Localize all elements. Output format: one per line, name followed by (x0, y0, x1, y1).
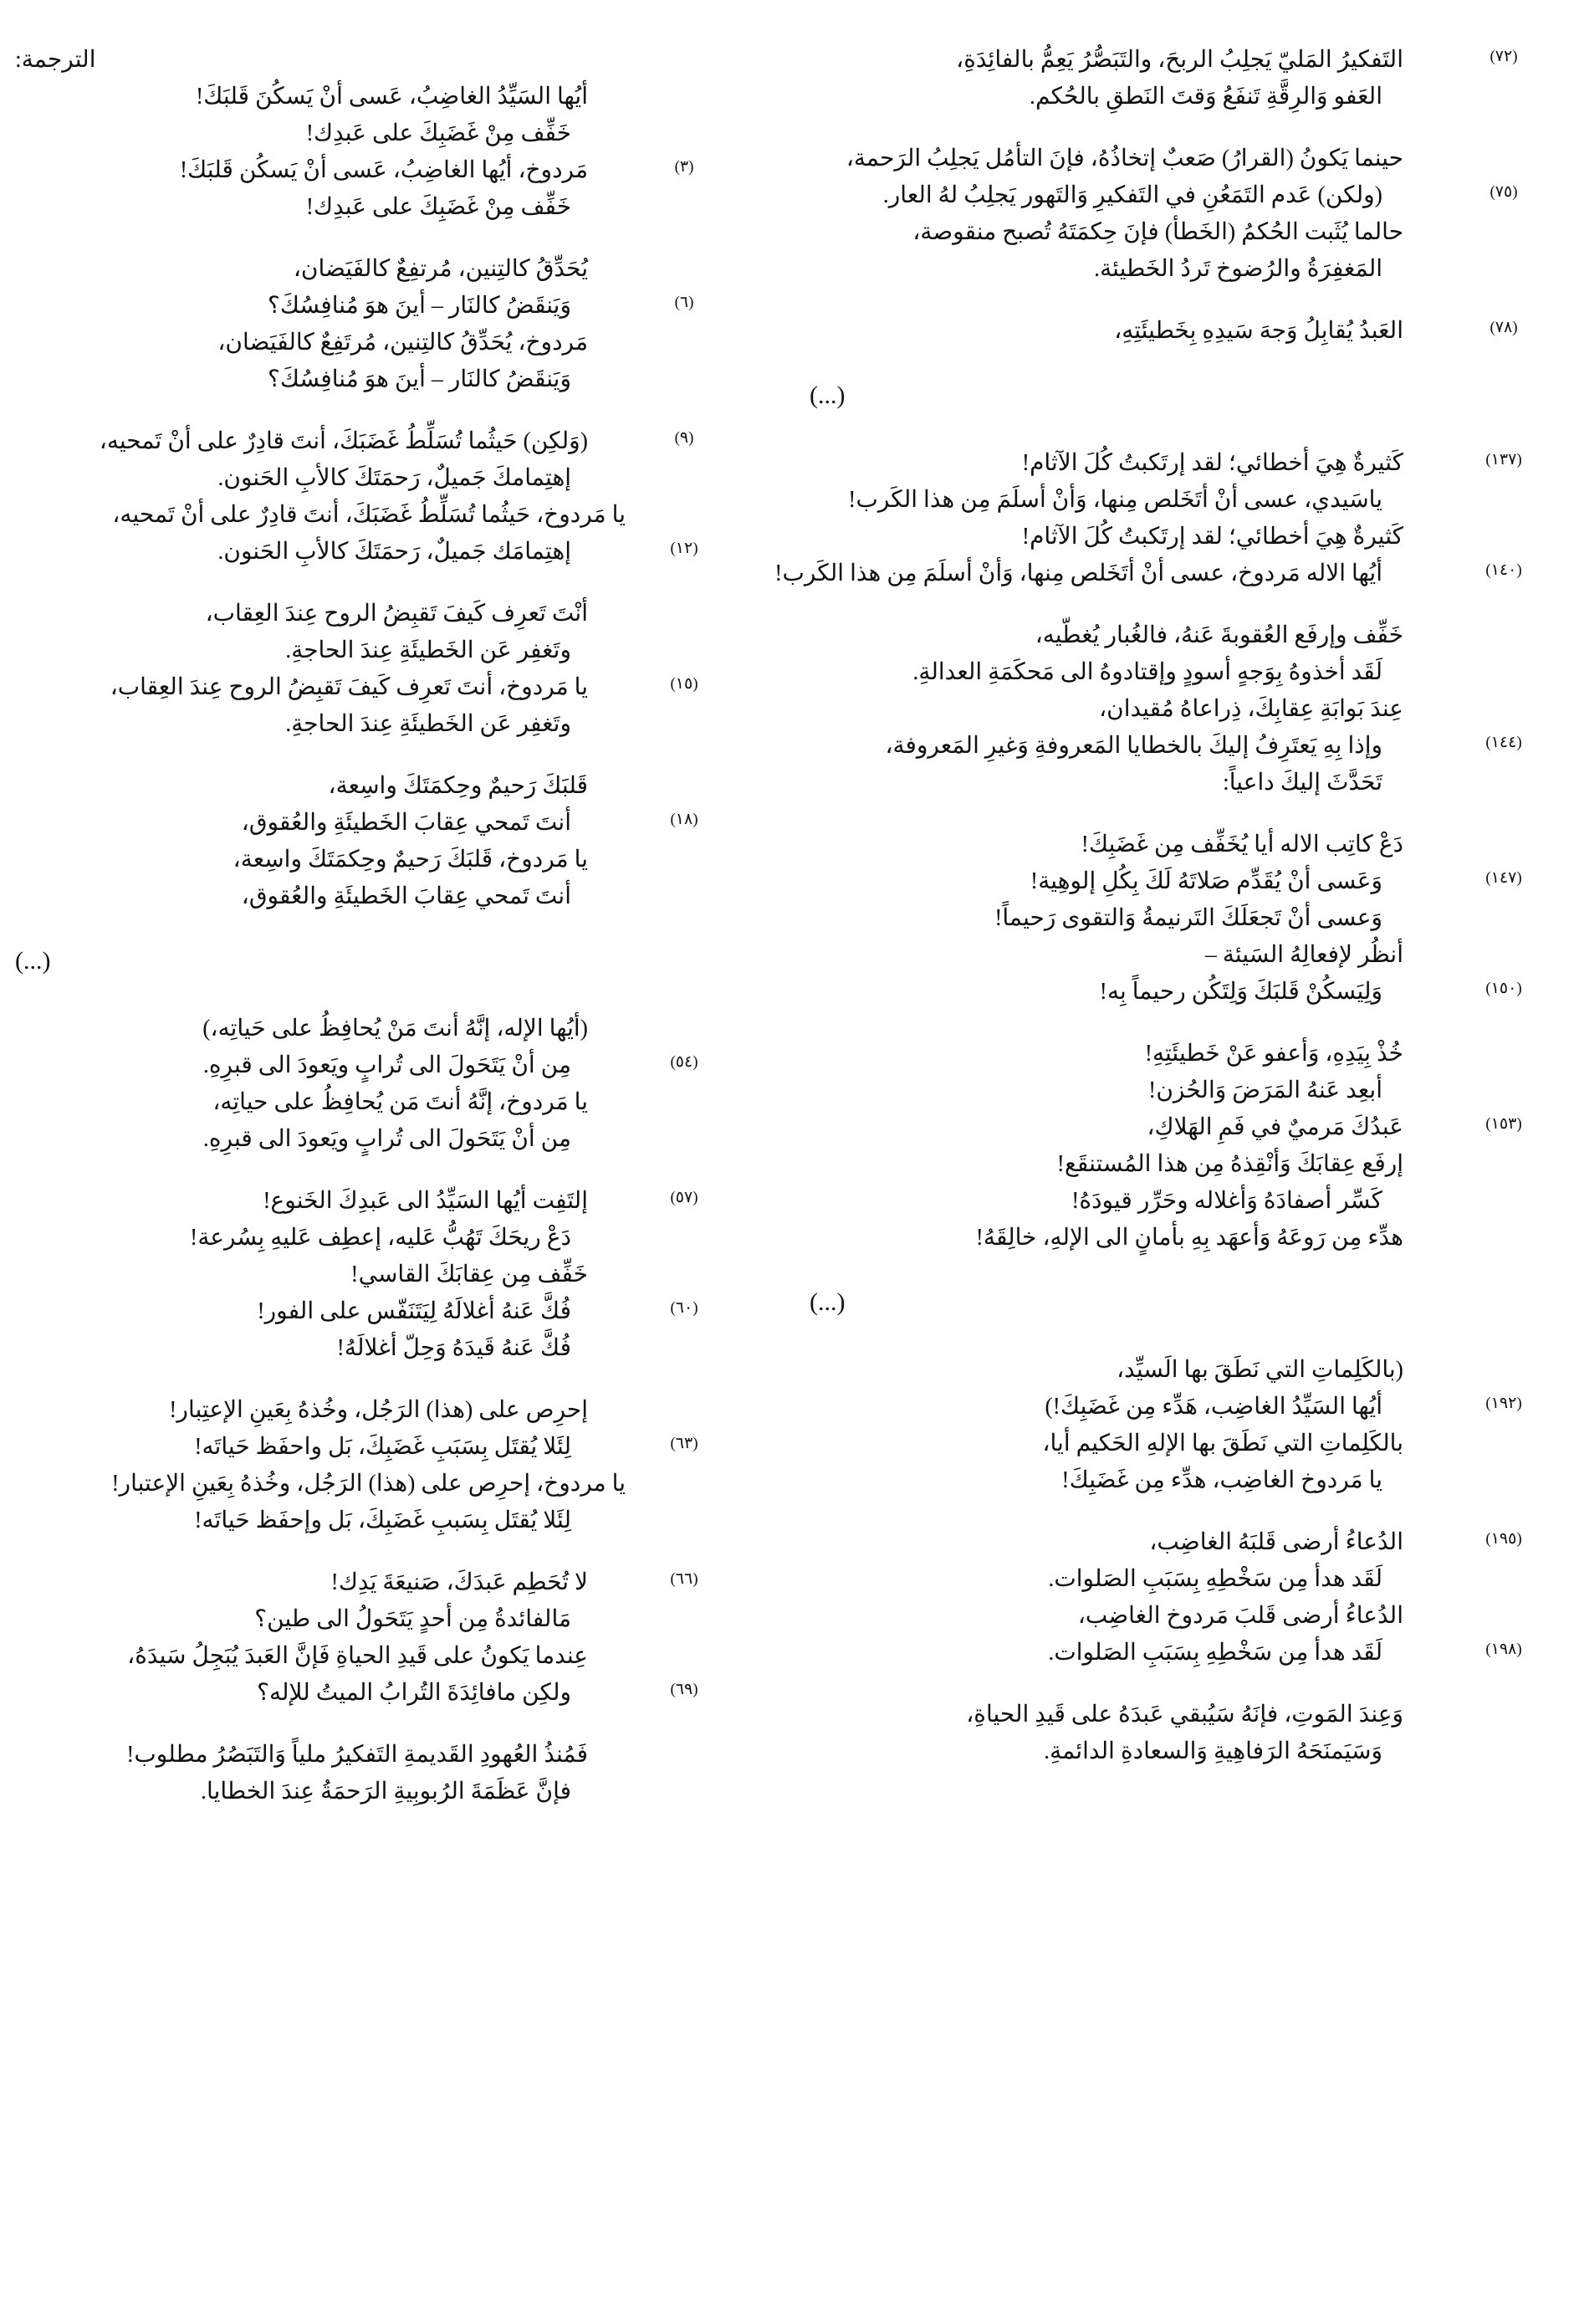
verse-stanza (810, 827, 1529, 1011)
verse-text: يا مردوخ، إحرِص على (هذا) الرَجُل، وخُذهُ بِعَينِ الإعتبار! (111, 1471, 626, 1497)
verse-text: ياسَيدي، عسى أنْ أتَخَلص مِنها، وَأنْ أسلَمَ مِن هذا الكَرب! (848, 487, 1382, 513)
verse-text: وَعِندَ المَوتِ، فإنَهُ سَيُبقي عَبدَهُ على قَيدِ الحياةِ، (966, 1702, 1403, 1728)
verse-line (810, 1426, 1529, 1462)
ellipsis-text: (...) (15, 947, 51, 975)
verse-text: تَحَدَّثَ إليكَ داعياً: (1223, 770, 1382, 796)
line-number: (١٥) (670, 675, 698, 693)
verse-text: لا تُحَطِم عَبدَكَ، صَنيعَةَ يَدِك! (330, 1569, 588, 1595)
verse-text: أبعِد عَنهُ المَرَضَ وَالحُزن! (1148, 1078, 1382, 1103)
line-number: (١٩٥) (1485, 1530, 1522, 1548)
verse-line (810, 728, 1529, 765)
verse-line (15, 1084, 709, 1121)
verse-text: يا مَردوخ الغاضِب، هدِّء مِن غَضَبِكَ! (1061, 1467, 1382, 1493)
verse-text: فَمُنذُ العُهودِ القَديمةِ التَفكيرُ ملياً وَالتَبَصُرُ مطلوب! (126, 1742, 588, 1768)
verse-text: يا مَردوخ، حَيثُما تُسَلِّطُ غَضَبَكَ، أنتَ قادِرٌ على أنْ تَمحيه، (112, 502, 626, 528)
verse-text: المَغفِرَةُ والرُضوخ تَردُ الخَطيئة. (1094, 256, 1382, 282)
translation-heading (15, 42, 709, 79)
verse-text: قَلبَكَ رَحيمٌ وحِكمَتَكَ واسِعة، (328, 773, 588, 799)
verse-line (15, 361, 709, 398)
verse-text: ولكِن مافائِدَةَ التُرابُ الميتُ للإله؟ (257, 1680, 571, 1706)
verse-text: عِندما يَكونُ على قَيدِ الحياةِ فَإنَّ العَبدَ يُبَجِلُ سَيدَهُ، (127, 1643, 588, 1669)
verse-line (810, 79, 1529, 115)
verse-text: كَسِّر أصفادَهُ وَأغلاله وحَرِّر قيودَهُ! (1071, 1188, 1382, 1214)
ellipsis-marker (15, 940, 709, 982)
verse-stanza (15, 596, 709, 743)
verse-line (15, 288, 709, 325)
verse-line (15, 632, 709, 669)
verse-line (15, 1257, 709, 1293)
verse-text: أنتَ تَمحي عِقابَ الخَطيئَةِ والعُقوق، (241, 810, 571, 836)
verse-text: يا مَردوخ، قَلبَكَ رَحيمٌ وحِكمَتَكَ واسِعة، (233, 847, 588, 873)
verse-line (810, 214, 1529, 251)
left-column (15, 42, 709, 1835)
verse-line (15, 1466, 709, 1502)
verse-line (810, 1635, 1529, 1671)
verse-text: التَفكيرُ المَليّ يَجلِبُ الربحَ، والتَبَصُّرُ يَعِمُّ بالفائِدَةِ، (956, 47, 1403, 73)
line-number: (٥٧) (670, 1189, 698, 1206)
translation-heading-text: الترجمة: (15, 47, 96, 73)
verse-line (15, 79, 709, 115)
verse-text: إلتَفِت أيُها السَيِّدُ الى عَبدِكَ الخَنوع! (263, 1188, 588, 1214)
verse-line (810, 1733, 1529, 1770)
verse-stanza (15, 79, 709, 226)
verse-line (810, 482, 1529, 519)
verse-stanza (15, 1737, 709, 1810)
verse-line (810, 1036, 1529, 1072)
verse-line (15, 189, 709, 226)
line-number: (٧٨) (1490, 319, 1518, 336)
line-number: (٧٢) (1490, 48, 1518, 65)
verse-text: خَفِّف مِن عِقابَكَ القاسي! (350, 1262, 588, 1287)
verse-stanza (810, 617, 1529, 801)
verse-line (810, 313, 1529, 350)
line-number: (١٢) (670, 540, 698, 557)
verse-line (15, 706, 709, 743)
verse-line (810, 1072, 1529, 1109)
verse-text: خَفِّف وإرفَع العُقوبةَ عَنهُ، فالغُبار يُغطّيه، (1035, 622, 1403, 648)
ellipsis-marker (810, 1282, 1529, 1323)
verse-text: يا مَردوخ، إنَّهُ أنتَ مَن يُحافِظُ على حياتِه، (212, 1089, 588, 1115)
verse-text: (وَلكِن) حَيثُما تُسَلِّطُ غَضَبَكَ، أنتَ قادِرٌ على أنْ تَمحيه، (99, 428, 588, 454)
verse-line (15, 325, 709, 361)
ellipsis-text: (...) (810, 381, 846, 409)
verse-text: لَقَد هدأ مِن سَخْطِهِ بِسَبَبِ الصَلوات. (1048, 1640, 1382, 1666)
verse-line (810, 827, 1529, 863)
verse-text: كَثيرةٌ هِيَ أخطائي؛ لقد إرتَكبتُ كُلَ الآثام! (1021, 524, 1403, 550)
verse-text: وتَغفِر عَن الخَطيئَةِ عِندَ الحاجةِ. (285, 637, 571, 663)
verse-text: دَعْ ريحَكَ تَهُبُّ عَليه، إعطِف عَليهِ بِسُرعة! (190, 1225, 571, 1251)
verse-stanza (810, 1524, 1529, 1671)
verse-line (810, 1109, 1529, 1146)
verse-text: حالما يُثَبت الحُكمُ (الخَطأ) فإنَ حِكمَتَهُ تُصبح منقوصة، (912, 219, 1403, 245)
verse-text: وَعسى أنْ تَجعَلَكَ التَرنيمةُ وَالتقوى رَحيماً! (994, 905, 1382, 931)
verse-text: مَالفائدةُ مِن أحدٍ يَتَحَولُ الى طين؟ (254, 1606, 571, 1632)
verse-text: وَعَسى أنْ يُقَدِّم صَلاتَهُ لَكَ بِكُلِ إلوهِية! (1030, 868, 1382, 894)
verse-text: مِن أنْ يَتَحَولَ الى تُرابٍ ويَعودَ الى قبرِهِ. (202, 1126, 571, 1152)
verse-text: أنتَ تَمحي عِقابَ الخَطيئَةِ والعُقوق، (241, 883, 571, 909)
verse-stanza (15, 423, 709, 571)
verse-text: وَلِيَسكُنْ قَلبَكَ وَلِتَكُن رحيماً بِه! (1099, 979, 1382, 1005)
line-number: (٣) (674, 158, 694, 176)
line-number: (١٩٨) (1485, 1641, 1522, 1658)
line-number: (٦٩) (670, 1681, 698, 1698)
verse-text: وَيَنقَضُ كالنَار – أينَ هوَ مُنافِسُكَ؟ (267, 293, 571, 319)
verse-stanza (774, 445, 1529, 592)
line-number: (٧٥) (1490, 183, 1518, 201)
verse-text: مَردوخ، يُحَدِّقُ كالتِنين، مُرتَفِعٌ كالفَيَضان، (217, 330, 588, 356)
verse-stanza (15, 768, 709, 915)
right-column (774, 42, 1529, 1795)
ellipsis-text: (...) (810, 1288, 846, 1316)
line-number: (١٥٣) (1485, 1115, 1522, 1133)
verse-text: وَسَيَمنَحَهُ الرَفاهِيةِ وَالسعادةِ الدائمةِ. (1044, 1738, 1382, 1764)
verse-stanza (810, 313, 1529, 350)
verse-line (810, 1561, 1529, 1598)
verse-text: (أيُها الإله، إنَّهُ أنتَ مَنْ يُحافِظُ على حَياتِه،) (202, 1016, 588, 1042)
verse-line (15, 1047, 709, 1084)
verse-stanza (810, 42, 1529, 115)
verse-line (810, 1146, 1529, 1183)
verse-text: فإنَّ عَظَمَةَ الرُبوبِيةِ الرَحمَةُ عِندَ الخطايا. (201, 1779, 571, 1804)
line-number: (٥٤) (670, 1053, 698, 1071)
line-number: (٦٠) (670, 1299, 698, 1317)
line-number: (١٩٢) (1485, 1395, 1522, 1412)
line-number: (٩) (674, 429, 694, 447)
verse-line (15, 1502, 709, 1539)
verse-text: إهتِمامكَ جَميلٌ، رَحمَتَكَ كالأبِ الحَنون. (217, 465, 571, 491)
verse-text: أيُها الاله مَردوخ، عسى أنْ أتَخَلص مِنها، وَأنْ أسلَمَ مِن هذا الكَرب! (774, 561, 1382, 586)
verse-line (15, 1121, 709, 1158)
verse-line (15, 1220, 709, 1257)
verse-line (810, 654, 1529, 691)
verse-text: وَيَنقَضُ كالنَار – أينَ هوَ مُنافِسُكَ؟ (267, 366, 571, 392)
verse-line (15, 152, 709, 189)
verse-line (810, 1389, 1529, 1426)
verse-text: لَقَد هدأ مِن سَخْطِهِ بِسَبَبِ الصَلوات. (1048, 1566, 1382, 1592)
verse-text: خَفِّف مِنْ غَضَبِكَ على عَبدِك! (305, 194, 571, 220)
verse-line (810, 1183, 1529, 1220)
verse-line (810, 251, 1529, 288)
verse-text: الدُعاءُ أرضى قَلبَ مَردوخ الغاضِب، (1077, 1603, 1403, 1629)
verse-stanza (15, 1183, 709, 1367)
verse-text: عِندَ بَوابَةِ عِقابِكَ، ذِراعاهُ مُقيدان، (1099, 696, 1403, 722)
verse-line (15, 596, 709, 632)
verse-line (15, 1183, 709, 1220)
verse-line (810, 141, 1529, 177)
verse-stanza (810, 1036, 1529, 1257)
verse-text: لِئَلا يُقتَل بِسَببِ غَضَبِكَ، بَل وإحفَظ حَياتَه! (194, 1508, 571, 1533)
verse-line (810, 765, 1529, 801)
verse-line (810, 1524, 1529, 1561)
verse-text: مَردوخ، أيُها الغاضِبُ، عَسى أنْ يَسكُن قَلبَكَ! (179, 157, 588, 183)
verse-line (810, 445, 1529, 482)
verse-line (810, 1352, 1529, 1389)
verse-stanza (810, 141, 1529, 288)
line-number: (٦٣) (670, 1435, 698, 1452)
verse-line (15, 768, 709, 805)
verse-line (810, 691, 1529, 728)
verse-line (15, 460, 709, 497)
verse-line (15, 1564, 709, 1601)
verse-text: هدِّء مِن رَوعَهُ وَأعهَد بِهِ بأمانٍ الى الإلهِ، خالِقَهُ! (975, 1225, 1403, 1251)
verse-text: العَفو وَالرِقَّةِ تَنفَعُ وَقتَ النَطقِ بالحُكم. (1030, 84, 1382, 110)
verse-text: (بالكَلِماتِ التي نَطَقَ بها الَسيِّد، (1117, 1357, 1403, 1383)
verse-text: خَفِّف مِنْ غَضَبِكَ على عَبدِك! (305, 120, 571, 146)
verse-stanza (810, 1352, 1529, 1499)
line-number: (١٤٧) (1485, 869, 1522, 887)
verse-text: بالكَلِماتِ التي نَطَقَ بها الإلهِ الحَكيم أيا، (1042, 1431, 1403, 1456)
verse-line (810, 863, 1529, 900)
verse-text: حينما يَكونُ (القرارُ) صَعبٌ إتخاذُهُ، فإنَ التأمُل يَجلِبُ الرَحمة، (846, 146, 1403, 171)
verse-line (810, 1462, 1529, 1499)
verse-line (15, 1293, 709, 1330)
verse-line (810, 519, 1529, 555)
verse-text: فُكَّ عَنهُ أغلالَهُ لِيَتَنَفّس على الفور! (257, 1298, 571, 1324)
verse-line (15, 423, 709, 460)
verse-text: فُكَّ عَنهُ قَيدَهُ وَحِلّ أغلالَهُ! (336, 1335, 571, 1361)
verse-line (810, 937, 1529, 974)
verse-text: كَثيرةٌ هِيَ أخطائي؛ لقد إرتَكبتُ كُلَ الآثام! (1021, 450, 1403, 476)
verse-text: إرفَع عِقابَكَ وَأنْقِذهُ مِن هذا المُستنقَع! (1056, 1151, 1403, 1177)
verse-text: وإذا بِهِ يَعتَرِفُ إليكَ بالخطايا المَعروفةِ وَغيرِ المَعروفة، (885, 733, 1382, 759)
verse-line (15, 1737, 709, 1774)
verse-text: لَقَد أخذوهُ بِوَجهٍ أسودٍ وإقتادوهُ الى مَحكَمَةِ العدالةِ. (912, 659, 1382, 685)
line-number: (١٤٤) (1485, 734, 1522, 751)
verse-line (15, 251, 709, 288)
verse-line (15, 669, 709, 706)
verse-text: (ولكن) عَدم التَمَعُنِ في التَفكيرِ وَالتَهور يَجلِبُ لهُ العار. (882, 182, 1382, 208)
verse-line (15, 1392, 709, 1429)
verse-text: أيُها السَيِّدُ الغاضِب، هَدِّء مِن غَضَبِكَ!) (1045, 1394, 1382, 1420)
verse-stanza (15, 1011, 709, 1158)
verse-line (810, 42, 1529, 79)
verse-text: الدُعاءُ أرضى قَلبَهُ الغاضِب، (1149, 1529, 1403, 1555)
verse-text: يا مَردوخ، أنتَ تَعرِف كَيفَ تَقبِضُ الروح عِندَ العِقاب، (110, 674, 588, 700)
verse-text: العَبدُ يُقابِلُ وَجهَ سَيدِهِ بِخَطيئَتِهِ، (1114, 318, 1403, 344)
line-number: (٦٦) (670, 1570, 698, 1588)
verse-line (15, 497, 709, 534)
ellipsis-marker (810, 375, 1529, 417)
verse-line (810, 617, 1529, 654)
verse-text: إحرِص على (هذا) الرَجُل، وخُذهُ بِعَينِ الإعتِبار! (169, 1397, 588, 1423)
verse-line (15, 1675, 709, 1712)
verse-line (810, 1697, 1529, 1733)
line-number: (١٤٠) (1485, 561, 1522, 579)
verse-line (15, 1011, 709, 1047)
verse-line (15, 805, 709, 842)
verse-line (774, 555, 1529, 592)
line-number: (١٥٠) (1485, 980, 1522, 997)
verse-stanza (15, 1564, 709, 1712)
verse-line (15, 1330, 709, 1367)
verse-text: مِن أنْ يَتَحَولَ الى تُرابٍ ويَعودَ الى قبرِهِ. (202, 1052, 571, 1078)
verse-text: أنظُر لإفعالِهُ السَيئة – (1204, 942, 1403, 968)
verse-text: لِئَلا يُقتَل بِسَبَبِ غَضَبِكَ، بَل واحفَظ حَياتَه! (194, 1434, 571, 1460)
verse-text: يُحَدِّقُ كالتِنين، مُرتفِعٌ كالفَيَضان، (293, 256, 588, 282)
verse-stanza (15, 251, 709, 398)
verse-text: عَبدُكَ مَرميٌ في فَمِ الهَلاكِ، (1147, 1114, 1403, 1140)
verse-text: وتَغفِر عَن الخَطيئَةِ عِندَ الحاجةِ. (285, 711, 571, 737)
verse-line (15, 1774, 709, 1810)
verse-text: أيُها السَيِّدُ الغاضِبُ، عَسى أنْ يَسكُنَ قَلبَكَ! (195, 84, 588, 110)
verse-text: دَعْ كاتِب الاله أيا يُخَفِّف مِن غَضَبِكَ! (1081, 832, 1403, 857)
verse-line (15, 534, 709, 571)
verse-text: أنْتَ تَعرِف كَيفَ تَقبِضُ الروح عِندَ العِقاب، (205, 601, 588, 627)
verse-line (15, 842, 709, 878)
verse-text: خُذْ بِيَدِهِ، وَأعفو عَنْ خَطيئَتِهِ! (1144, 1041, 1403, 1067)
verse-line (15, 1429, 709, 1466)
verse-line (15, 878, 709, 915)
line-number: (١٨) (670, 811, 698, 828)
verse-line (810, 900, 1529, 937)
line-number: (١٣٧) (1485, 451, 1522, 468)
verse-line (15, 115, 709, 152)
verse-line (810, 1220, 1529, 1257)
verse-line (15, 1601, 709, 1638)
verse-line (15, 1638, 709, 1675)
verse-line (810, 1598, 1529, 1635)
verse-stanza (15, 1392, 709, 1539)
verse-line (810, 974, 1529, 1011)
verse-line (810, 177, 1529, 214)
verse-text: إهتِمامَك جَميلٌ، رَحمَتَكَ كالأبِ الحَنون. (217, 539, 571, 565)
line-number: (٦) (674, 294, 694, 311)
verse-stanza (810, 1697, 1529, 1770)
